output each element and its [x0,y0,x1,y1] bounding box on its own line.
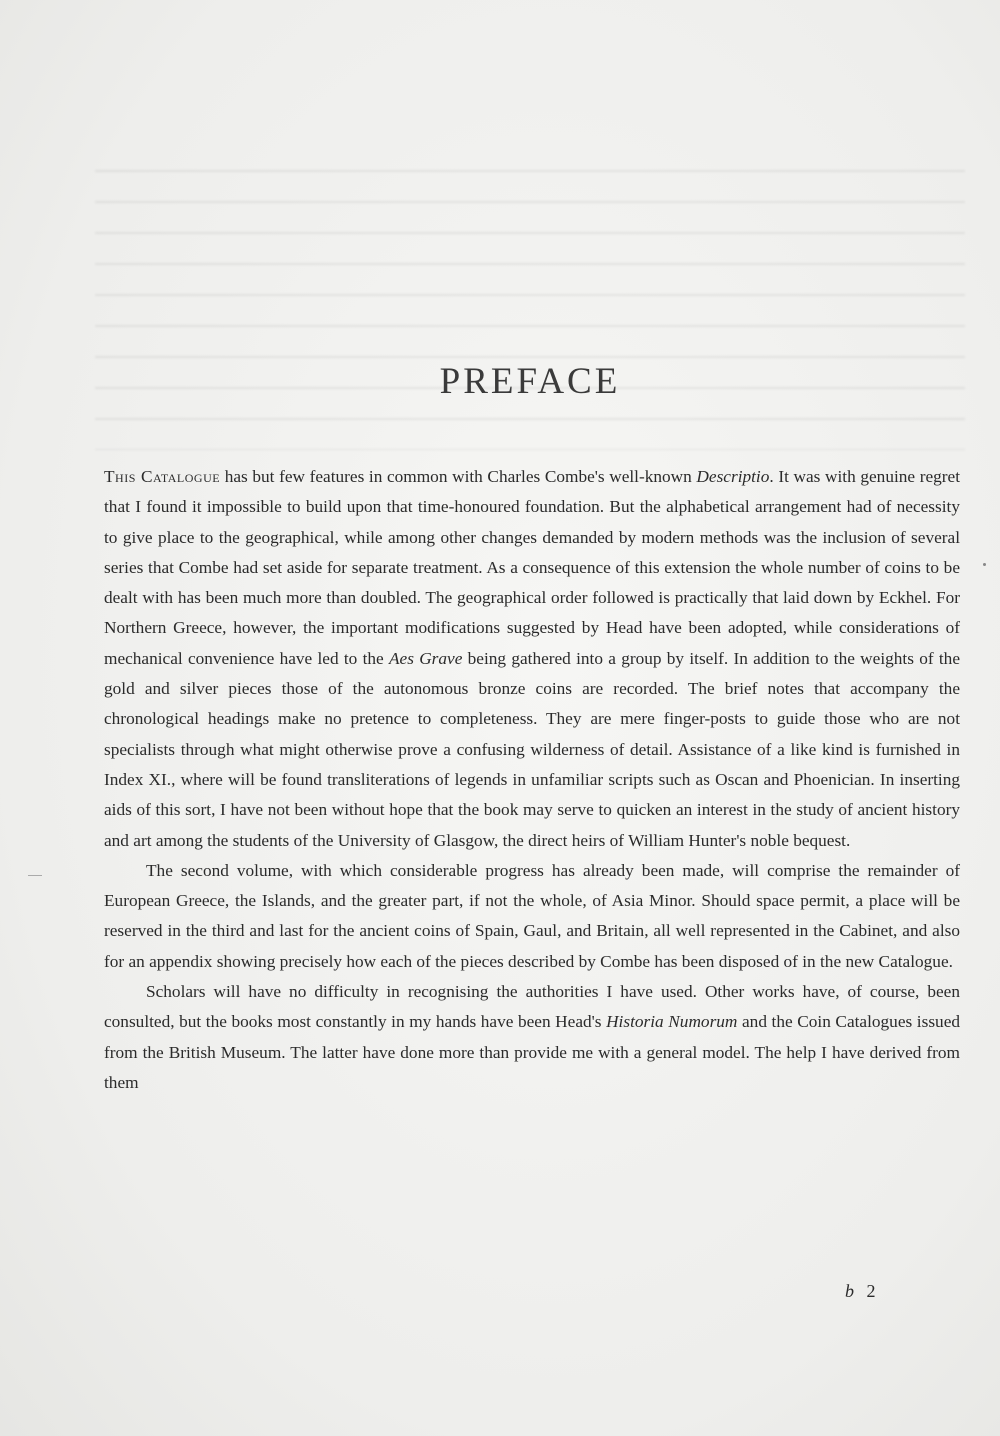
paper-speck [983,563,986,566]
lead-small-caps: This Catalogue [104,467,221,486]
paragraph-1-text-a: has but few features in common with Charles Combe's well-known [220,467,697,486]
preface-body [104,462,960,1098]
signature-mark [845,1281,880,1302]
italic-aes-grave: Aes Grave [388,648,463,668]
signature-number: 2 [866,1281,880,1301]
page-title: PREFACE [439,361,621,402]
paragraph-1-text-c: being gathered into a group by itself. In addition to the weights of the gold and silver pieces those of the autonomous bronze coins are recorded. The brief notes that accompany the chronological headings make no pretence to completeness. They are mere finger-posts to guide those who are not specialists through what might otherwise prove a confusing wilderness of detail. Assistance of a like kind is furnished in Index XI., where will be found transliterations of legends in unfamiliar scripts such as Oscan and Phoenician. In inserting aids of this sort, I have not been without hope that the book may serve to quicken an interest in the study of ancient history and art among the students of the University of Glasgow, the direct heirs of William Hunter's noble bequest. [104,648,960,850]
signature-letter: b [845,1281,858,1301]
italic-historia-numorum: Historia Numorum [606,1012,738,1032]
paragraph-1 [104,462,960,856]
paragraph-1-text-b: . It was with genuine regret that I found it impossible to build upon that time-honoured foundation. But the alphabetical arrangement had of necessity to give place to the geographical, while among other changes demanded by modern methods was the inclusion of several series that Combe had set aside for separate treatment. As a consequence of this extension the whole number of coins to be dealt with has been much more than doubled. The geographical order followed is practically that laid down by Eckhel. For Northern Greece, however, the important modifications suggested by Head have been adopted, while considerations of mechanical convenience have led to the [104,467,960,668]
paragraph-2: The second volume, with which considerable progress has already been made, will comprise the remainder of European Greece, the Islands, and the greater part, if not the whole, of Asia Minor. Should space permit, a place will be reserved in the third and last for the ancient coins of Spain, Gaul, and Britain, all well represented in the Cabinet, and also for an appendix showing precisely how each of the pieces described by Combe has been disposed of in the new Catalogue. [104,860,960,971]
margin-tick [28,875,42,876]
show-through-text [95,150,965,450]
italic-descriptio: Descriptio [696,467,770,486]
paragraph-3-text-b: and the Coin Catalogues issued from the British Museum. The latter have done more than provide me with a general model. The help I have derived from them [104,1012,961,1092]
paragraph-3-text-a: Scholars will have no difficulty in recognising the authorities I have used. Other works have, of course, been consulted, but the books most constantly in my hands have been Head's [104,982,960,1032]
paragraph-3 [104,977,960,1098]
